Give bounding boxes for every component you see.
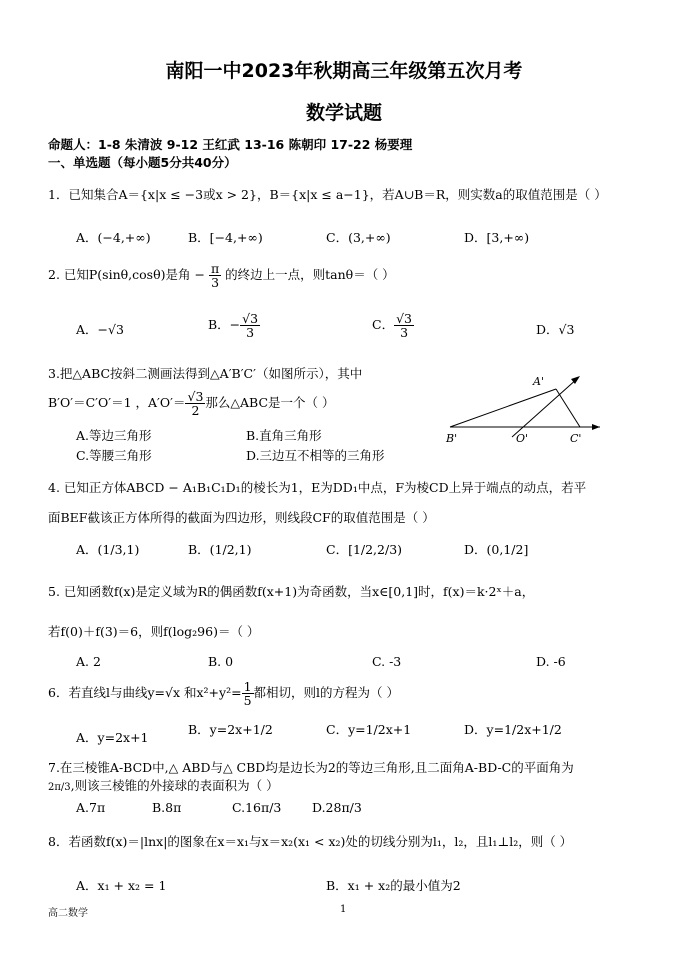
q2-option-c	[372, 312, 414, 339]
q3-line2-post: 那么△ABC是一个（ ）	[205, 395, 335, 411]
question-7-stem-line1: 7.在三棱锥A-BCD中,△ ABD与△ CBD均是边长为2的等边三角形,且二面角A-BD-C的平面角为	[48, 760, 574, 775]
figure-side-ac	[556, 389, 580, 427]
question-6-stem	[48, 680, 399, 707]
q7-option-d: D.28π/3	[312, 800, 362, 815]
q6-option-c-tail: 1/2	[365, 722, 386, 737]
q2-stem-pre: 2. 已知P(sinθ,cosθ)是角 −	[48, 267, 205, 283]
q4-option-a: A．(1/3,1)	[76, 542, 140, 557]
q3-frac-den: 2	[191, 403, 200, 419]
q6-option-d	[464, 720, 562, 738]
question-5-stem-line1: 5. 已知函数f(x)是定义域为R的偶函数f(x+1)为奇函数，当x∈[0,1]时，f(x)＝k·2ˣ＋a，	[48, 584, 535, 599]
exam-subtitle: 数学试题	[305, 102, 382, 124]
q6-frac-num: 1	[243, 679, 252, 694]
footer-page-number: 1	[340, 904, 347, 915]
q3-option-a: A.等边三角形	[76, 428, 152, 443]
q2-option-c-label: C．	[372, 317, 395, 333]
q3-oblique-figure	[440, 370, 610, 450]
q6-option-c	[326, 720, 411, 738]
question-8-stem: 8．若函数f(x)＝|lnx|的图象在x＝x₁与x＝x₂(x₁ < x₂)处的切线分别为l₁，l₂，且l₁⊥l₂，则（ ）	[48, 834, 573, 849]
footer-course: 高二数学	[48, 908, 88, 919]
q5-option-a: A. 2	[76, 654, 101, 669]
q3-line2-pre: B′O′＝C′O′＝1 ，A′O′＝	[48, 395, 186, 411]
q7-line2-text: ,则该三棱锥的外接球的表面积为（ ）	[70, 778, 279, 793]
q1-option-a: A．(−4,+∞)	[76, 230, 151, 245]
q6-option-c-label: C．y=	[326, 722, 366, 737]
q7-option-b: B.8π	[152, 800, 182, 815]
q2-option-b-label: B．−	[208, 317, 241, 333]
q2-frac-num: π	[210, 261, 220, 276]
q2-c-num: √3	[396, 311, 412, 326]
q7-angle-frac: 2π/3	[48, 782, 71, 793]
q2-frac-den: 3	[211, 275, 220, 291]
exam-title: 南阳一中2023年秋期高三年级第五次月考	[165, 60, 523, 82]
q3-option-b: B.直角三角形	[246, 428, 322, 443]
q4-option-b: B．(1/2,1)	[188, 542, 252, 557]
q6-option-b-tail: 1/2	[252, 722, 273, 737]
question-5-stem-line2: 若f(0)＋f(3)＝6，则f(log₂96)＝（ ）	[48, 624, 260, 639]
q6-option-d-rest: x+	[524, 722, 542, 737]
q1-option-c: C．(3,+∞)	[326, 230, 391, 245]
q2-angle-fraction	[209, 262, 221, 289]
q2-option-a: A．−√3	[76, 322, 124, 337]
q5-option-c: C. -3	[372, 654, 402, 669]
q6-stem-post: 都相切，则l的方程为（ ）	[253, 685, 399, 701]
q4-option-c: C．[1/2,2/3)	[326, 542, 403, 557]
q8-option-a: A．x₁ + x₂ = 1	[76, 878, 167, 893]
question-3-stem-line2	[48, 390, 335, 417]
q3-option-c: C.等腰三角形	[76, 448, 152, 463]
q6-option-b-label: B．y=2x+	[188, 722, 253, 737]
q6-option-a: A．y=2x+1	[76, 730, 149, 745]
q2-c-den: 3	[400, 325, 409, 341]
q2-stem-post: 的终边上一点，则tanθ＝（ ）	[225, 267, 395, 283]
figure-x-arrow	[592, 424, 600, 430]
q5-option-b: B. 0	[208, 654, 234, 669]
q6-option-d-mid: 1/2	[504, 722, 525, 737]
q7-option-c: C.16π/3	[232, 800, 282, 815]
question-3-stem-line1: 3.把△ABC按斜二测画法得到△A′B′C′（如图所示），其中	[48, 366, 363, 381]
q2-b-den: 3	[246, 325, 255, 341]
q6-stem-pre: 6．若直线l与曲线y=√x 和x²+y²=	[48, 685, 242, 701]
q2-option-b	[208, 312, 260, 339]
q6-option-d-label: D．y=	[464, 722, 505, 737]
q6-frac-den: 5	[243, 693, 252, 709]
question-1-stem: 1．已知集合A＝{x|x ≤ −3或x > 2}，B＝{x|x ≤ a−1}，若A∪B＝R，则实数a的取值范围是（ ）	[48, 187, 607, 202]
figure-label-o: O'	[516, 432, 529, 445]
question-4-stem-line2: 面BEF截该正方体所得的截面为四边形，则线段CF的取值范围是（ ）	[48, 510, 435, 525]
question-2-stem	[48, 262, 395, 289]
q2-option-d: D．√3	[536, 322, 575, 337]
q6-option-b	[188, 720, 273, 738]
q2-b-num: √3	[242, 311, 259, 326]
section-heading: 一、单选题（每小题5分共40分）	[48, 155, 237, 170]
q7-option-a: A.7π	[76, 800, 106, 815]
figure-label-b: B'	[446, 432, 458, 445]
authors-line: 命题人：1-8 朱清波 9-12 王红武 13-16 陈朝印 17-22 杨要理	[48, 137, 413, 152]
q3-frac-num: √3	[187, 389, 204, 404]
q6-option-c-rest: x+1	[385, 722, 412, 737]
question-4-stem-line1: 4. 已知正方体ABCD − A₁B₁C₁D₁的棱长为1，E为DD₁中点，F为棱CD上异于端点的动点，若平	[48, 480, 587, 495]
q8-option-b: B．x₁ + x₂的最小值为2	[326, 878, 461, 893]
q4-option-d: D．(0,1/2]	[464, 542, 529, 557]
q6-option-d-end: 1/2	[541, 722, 562, 737]
figure-label-c: C'	[570, 432, 582, 445]
question-7-stem-line2	[48, 776, 279, 794]
q5-option-d: D. -6	[536, 654, 566, 669]
q3-option-d: D.三边互不相等的三角形	[246, 448, 385, 463]
figure-label-a: A'	[533, 375, 544, 388]
q1-option-d: D．[3,+∞)	[464, 230, 530, 245]
q1-option-b: B．[−4,+∞)	[188, 230, 263, 245]
figure-side-ab	[450, 389, 556, 427]
